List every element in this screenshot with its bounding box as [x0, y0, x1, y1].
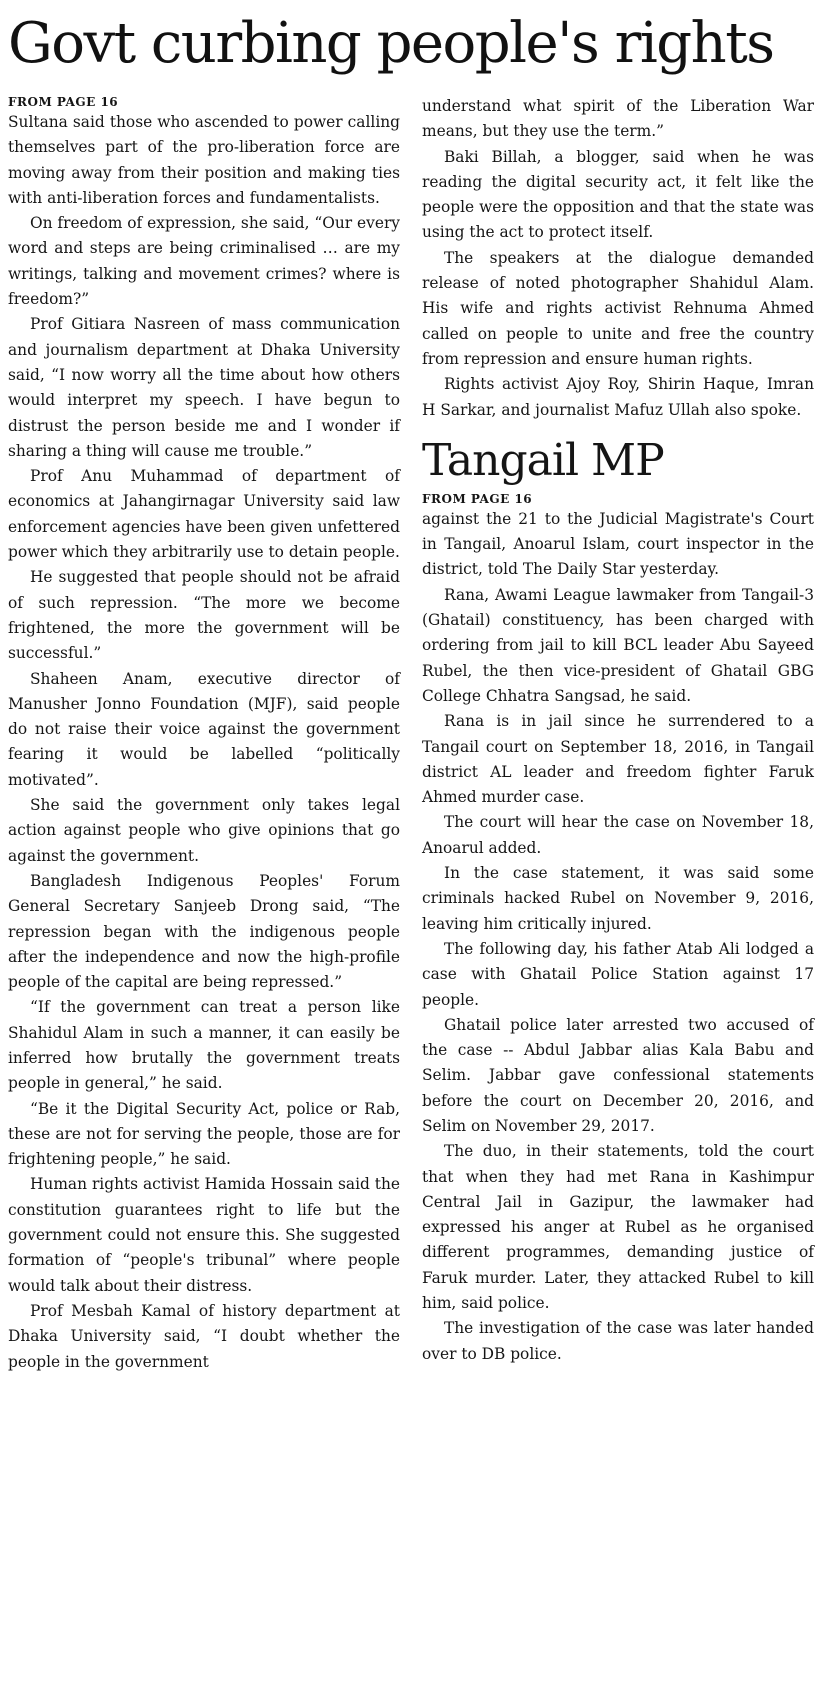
paragraph: Bangladesh Indigenous Peoples' Forum General Secretary Sanjeeb Drong said, “The repression began with the indigenous people after the independence and now the high-profile people of the capital are being repressed.”: [8, 871, 400, 992]
left-column: [8, 94, 400, 1375]
paragraph: The following day, his father Atab Ali lodged a case with Ghatail Police Station against 17 people.: [422, 939, 814, 1009]
paragraph: On freedom of expression, she said, “Our every word and steps are being criminalised … are my writings, talking and movement crimes? where is freedom?”: [8, 214, 400, 309]
paragraph: The duo, in their statements, told the court that when they had met Rana in Kashimpur Central Jail in Gazipur, the lawmaker had expressed his anger at Rubel as he organised different programmes, demanding justice of Faruk murder. Later, they attacked Rubel to kill him, said police.: [422, 1142, 814, 1313]
story2-title: Tangail MP: [422, 434, 664, 486]
paragraph: Sultana said those who ascended to power calling themselves part of the pro-liberation force are moving away from their position and making ties with anti-liberation forces and fundamentalists.: [8, 113, 400, 207]
article-columns: [8, 94, 815, 1697]
paragraph: She said the government only takes legal action against people who give opinions that go against the government.: [8, 796, 400, 865]
headline: Govt curbing people's rights: [8, 11, 774, 76]
paragraph: “Be it the Digital Security Act, police or Rab, these are not for serving the people, those are for frightening people,” he said.: [8, 1099, 400, 1169]
paragraph: The speakers at the dialogue demanded release of noted photographer Shahidul Alam. His wife and rights activist Rehnuma Ahmed called on people to unite and free the country from repression and ensure human rights.: [422, 248, 814, 368]
story2-kicker: FROM PAGE 16: [422, 491, 533, 506]
paragraph: Prof Anu Muhammad of department of economics at Jahangirnagar University said law enforcement agencies have been given unfettered power which they arbitrarily use to detain people.: [8, 467, 400, 562]
paragraph: Human rights activist Hamida Hossain said the constitution guarantees right to life but the government could not ensure this. She suggested formation of “people's tribunal” where people would talk about their distress.: [8, 1175, 400, 1295]
right-column: [422, 94, 814, 1367]
paragraph: Rana is in jail since he surrendered to a Tangail court on September 18, 2016, in Tangail district AL leader and freedom fighter Faruk Ahmed murder case.: [422, 712, 814, 807]
paragraph: against the 21 to the Judicial Magistrate's Court in Tangail, Anoarul Islam, court inspector in the district, told The Daily Star yesterday.: [422, 509, 814, 579]
paragraph: Ghatail police later arrested two accused of the case -- Abdul Jabbar alias Kala Babu and Selim. Jabbar gave confessional statements before the court on December 20, 2016, and Selim on November 29, 2017.: [422, 1015, 814, 1135]
story1-kicker: FROM PAGE 16: [8, 95, 119, 109]
paragraph: Baki Billah, a blogger, said when he was reading the digital security act, it felt like the people were the opposition and that the state was using the act to protect itself.: [422, 147, 814, 242]
paragraph: In the case statement, it was said some criminals hacked Rubel on November 9, 2016, leaving him critically injured.: [422, 864, 814, 933]
paragraph: Rana, Awami League lawmaker from Tangail-3 (Ghatail) constituency, has been charged with ordering from jail to kill BCL leader Abu Sayeed Rubel, the then vice-president of Ghatail GBG College Chhatra Sangsad, he said.: [422, 585, 814, 705]
paragraph: The court will hear the case on November 18, Anoarul added.: [422, 813, 814, 857]
paragraph: understand what spirit of the Liberation War means, but they use the term.”: [422, 97, 814, 141]
paragraph: “If the government can treat a person like Shahidul Alam in such a manner, it can easily be inferred how brutally the government treats people in general,” he said.: [8, 998, 400, 1093]
paragraph: He suggested that people should not be afraid of such repression. “The more we become frightened, the more the government will be successful.”: [8, 568, 400, 663]
paragraph: Rights activist Ajoy Roy, Shirin Haque, Imran H Sarkar, and journalist Mafuz Ullah also spoke.: [422, 375, 814, 419]
paragraph: Prof Gitiara Nasreen of mass communication and journalism department at Dhaka University said, “I now worry all the time about how others would interpret my speech. I have begun to distrust the person beside me and I wonder if sharing a thing will cause me trouble.”: [8, 315, 400, 460]
paragraph: The investigation of the case was later handed over to DB police.: [422, 1319, 814, 1363]
paragraph: Prof Mesbah Kamal of history department at Dhaka University said, “I doubt whether the people in the government: [8, 1301, 400, 1371]
paragraph: Shaheen Anam, executive director of Manusher Jonno Foundation (MJF), said people do not raise their voice against the government fearing it would be labelled “politically motivated”.: [8, 669, 400, 789]
